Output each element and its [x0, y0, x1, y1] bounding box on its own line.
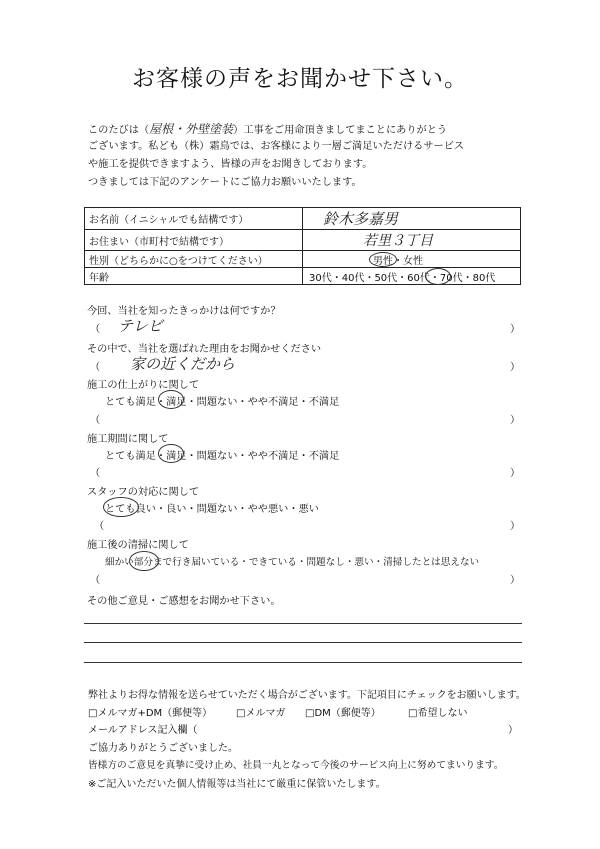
- question-6-options[interactable]: 細かい部分まで行き届いている・できている・問題なし・悪い・清掃したとは思えない: [105, 557, 480, 568]
- email-label: メールアドレス記入欄（: [88, 725, 198, 736]
- gender-options[interactable]: [303, 251, 521, 268]
- intro-line-3: や施工を提供できますよう、皆様の声をお聞きしております。: [88, 159, 373, 170]
- question-3-options[interactable]: とても満足・満足・問題ない・やや不満足・不満足: [105, 397, 340, 408]
- age-label: 年齢: [85, 268, 303, 285]
- close-paren: ）: [510, 575, 521, 586]
- thanks-text: ご協力ありがとうございました。: [88, 743, 238, 754]
- question-4-options[interactable]: とても満足・満足・問題ない・やや不満足・不満足: [105, 451, 340, 462]
- question-5-options[interactable]: とても良い・良い・問題ない・やや悪い・悪い: [105, 504, 319, 515]
- open-paren: （: [90, 468, 101, 479]
- gender-label: 性別（どちらかに○をつけてください）: [85, 251, 303, 268]
- selected-circle: [158, 390, 184, 409]
- selected-circle: [425, 268, 451, 285]
- option-mailmag[interactable]: □メルマガ: [236, 708, 286, 719]
- email-close-paren: ）: [508, 725, 518, 736]
- answer-1-field[interactable]: テレビ: [118, 317, 163, 335]
- open-paren: （: [94, 521, 105, 532]
- question-5: スタッフの対応に関して: [87, 487, 200, 498]
- close-paren: ）: [510, 415, 521, 426]
- closing-text: 皆様方のご意見を真摯に受け止め、社員一丸となって今後のサービス向上に努めてまいります。: [88, 760, 504, 771]
- question-3: 施工の仕上がりに関して: [87, 380, 200, 391]
- question-1: 今回、当社を知ったきっかけは何ですか？: [87, 306, 281, 317]
- intro-line-1-end: ）工事をご用命頂きましてまことにありがとう: [233, 125, 448, 136]
- option-dm[interactable]: □DM（郵便等）: [305, 708, 381, 719]
- open-paren: （: [90, 362, 101, 373]
- table-row: [85, 230, 521, 251]
- close-paren: ）: [510, 468, 521, 479]
- privacy-note: ※ご記入いただいた個人情報等は当社にて厳重に保管いたします。: [88, 779, 386, 790]
- name-field[interactable]: 鈴木多嘉男: [303, 208, 521, 230]
- handwritten-work-type[interactable]: 屋根・外壁塗装: [149, 122, 234, 136]
- newsletter-notice: 弊社よりお得な情報を送らせていただく場合がございます。下記項目にチェックをお願いします。: [88, 690, 526, 701]
- open-paren: （: [90, 415, 101, 426]
- page-title: お客様の声をお聞かせ下さい。: [132, 66, 468, 92]
- name-label: お名前（イニシャルでも結構です）: [85, 208, 303, 230]
- address-label: お住まい（市町村で結構です）: [85, 230, 303, 251]
- table-row: [85, 208, 521, 230]
- age-options[interactable]: [303, 268, 521, 285]
- option-decline[interactable]: □希望しない: [408, 708, 468, 719]
- intro-line-4: つきましては下記のアンケートにご協力お願いいたします。: [88, 177, 362, 188]
- intro-line-1-start: このたびは（: [88, 125, 150, 136]
- close-paren: ）: [510, 521, 521, 532]
- address-field[interactable]: 若里３丁目: [303, 230, 521, 251]
- table-row: [85, 251, 521, 268]
- selected-circle: [129, 551, 159, 571]
- intro-line-1: [88, 120, 447, 137]
- gender-options-text: 男性・女性: [373, 255, 423, 267]
- open-paren: （: [90, 575, 101, 586]
- question-7: その他ご意見・ご感想をお聞かせ下さい。: [87, 596, 281, 607]
- question-6: 施工後の清掃に関して: [87, 540, 189, 551]
- customer-info-table: [84, 207, 521, 285]
- age-options-text: 30代・40代・50代・60代・70代・80代: [309, 272, 496, 284]
- question-2: その中で、当社を選ばれた理由をお聞かせください: [87, 344, 322, 355]
- comment-line-3[interactable]: [84, 662, 522, 663]
- selected-circle: [158, 444, 184, 463]
- option-mailmag-dm[interactable]: □メルマガ+DM（郵便等）: [88, 708, 213, 719]
- comment-line-2[interactable]: [84, 642, 522, 643]
- close-paren: ）: [510, 324, 521, 335]
- comment-line-1[interactable]: [84, 623, 522, 624]
- intro-line-2: ございます。私ども（株）霜鳥では、お客様により一層ご満足いただけるサービス: [88, 141, 465, 152]
- answer-2-field[interactable]: 家の近くだから: [130, 355, 236, 373]
- table-row: [85, 268, 521, 285]
- selected-circle: [369, 252, 397, 267]
- open-paren: （: [90, 324, 101, 335]
- question-4: 施工期間に関して: [87, 434, 169, 445]
- selected-circle: [103, 497, 139, 517]
- close-paren: ）: [510, 362, 521, 373]
